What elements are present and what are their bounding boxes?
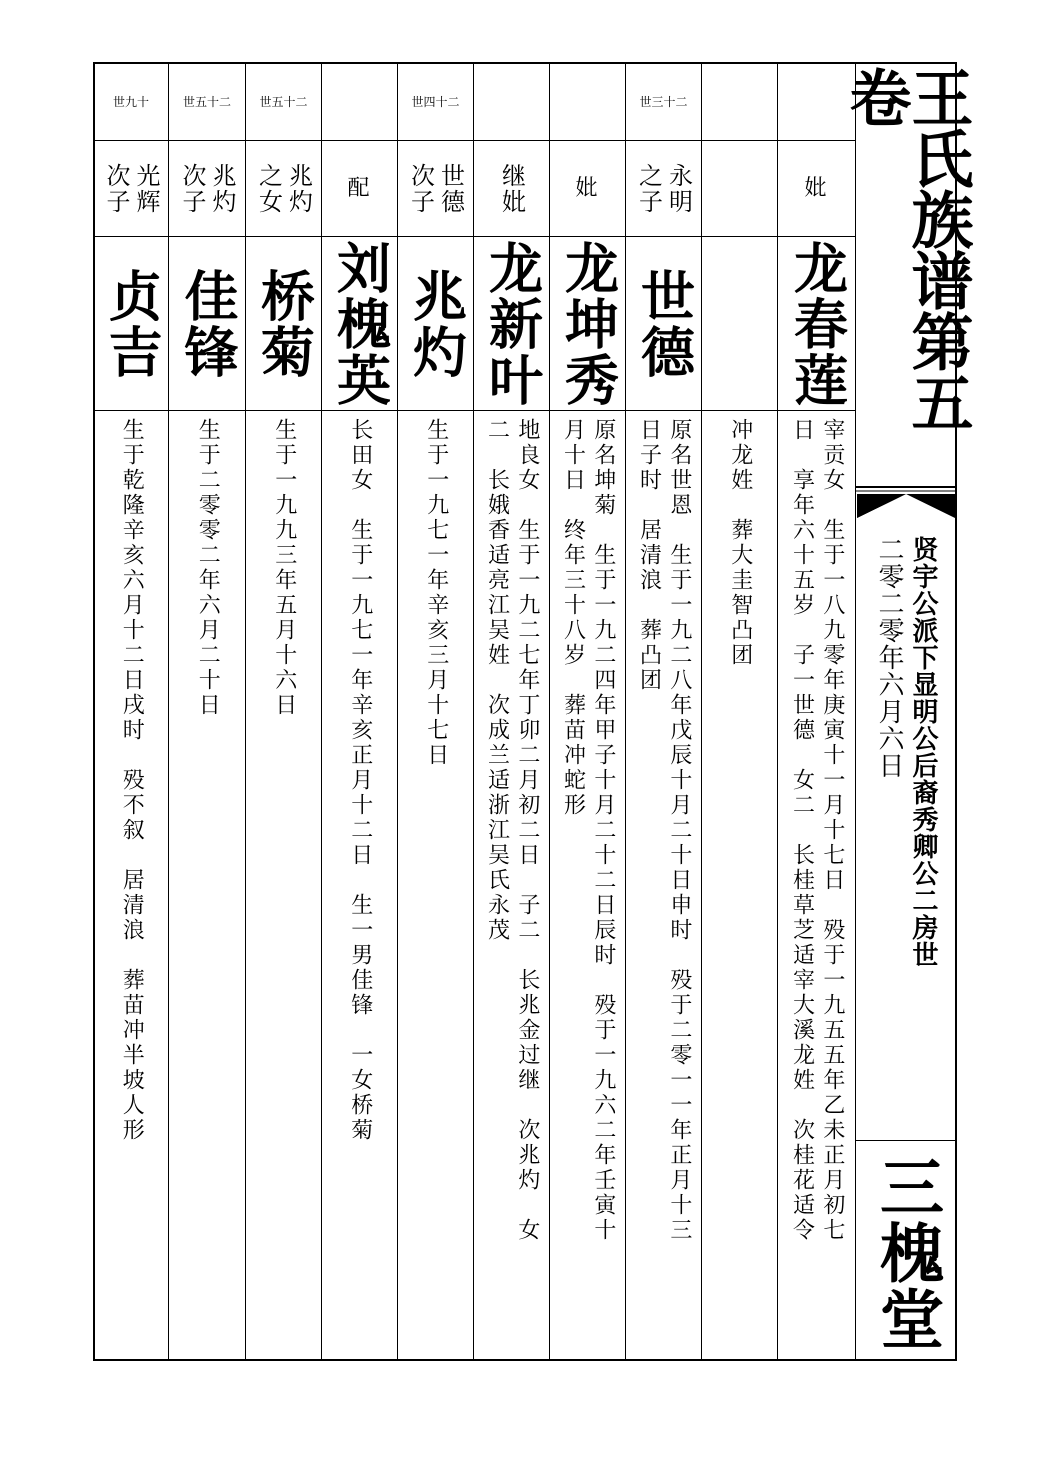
person-name	[246, 238, 321, 410]
book-title-text: 王氏族谱第五卷	[839, 66, 974, 432]
fishtail-ornament	[855, 486, 957, 520]
relation-text: 次子	[406, 163, 435, 215]
relation-label	[474, 142, 549, 236]
biography-line: 二 长娥香适亮江吴姓 次成兰适浙江吴氏永茂	[484, 418, 510, 943]
person-name-text: 贞吉	[100, 268, 163, 380]
relation-label	[322, 142, 397, 236]
biography-line: 日子时 居清浪 葬凸团	[636, 418, 662, 693]
biography-line: 宰贡女 生于一八九零年庚寅十一月十七日 殁于一九五五年乙未正月初七	[819, 418, 845, 1243]
register-column	[626, 62, 701, 1361]
relation-text: 世德	[436, 163, 465, 215]
person-name-text: 佳锋	[176, 268, 239, 380]
book-title	[839, 62, 974, 486]
relation-text: 次子	[178, 163, 206, 215]
person-name	[169, 238, 245, 410]
person-name-text: 龙新叶	[480, 240, 544, 408]
relation-text: 配	[347, 176, 372, 201]
compile-date: 二零二零年六月六日	[874, 536, 904, 779]
title-block	[839, 62, 974, 1361]
register-column	[474, 62, 549, 1361]
generation-label: 世三十二	[639, 94, 688, 109]
relation-text: 永明	[664, 163, 693, 215]
person-name-text: 兆灼	[404, 268, 468, 380]
relation-text: 之女	[254, 163, 283, 215]
biography-line: 地良女 生于一九二七年丁卯二月初二日 子二 长兆金过继 次兆灼 女	[514, 418, 540, 1243]
biography	[778, 412, 855, 1363]
relation-label	[246, 142, 321, 236]
generation-label: 世五十二	[259, 94, 308, 109]
relation-text: 之子	[634, 163, 663, 215]
register-column	[398, 62, 473, 1361]
biography-line: 长田女 生于一九七一年辛亥正月十二日 生一男佳锋 一女桥菊	[347, 418, 373, 1143]
generation-label	[474, 62, 549, 140]
generation-label: 世四十二	[411, 94, 460, 109]
relation-text: 兆灼	[208, 163, 236, 215]
person-name-text: 龙坤秀	[556, 240, 620, 408]
person-name-text: 刘槐英	[328, 240, 392, 408]
biography	[169, 412, 245, 1363]
relation-label	[702, 142, 777, 236]
relation-text: 光辉	[132, 163, 160, 215]
register-column	[702, 62, 777, 1361]
generation-label	[702, 62, 777, 140]
biography	[322, 412, 397, 1363]
register-column	[94, 62, 168, 1361]
person-name	[626, 238, 701, 410]
person-name	[474, 238, 549, 410]
generation-label	[550, 62, 625, 140]
biography-line: 生于二零零二年六月二十日	[195, 418, 221, 718]
biography-line: 原名坤菊 生于一九二四年甲子十月二十二日辰时 殁于一九六二年壬寅十	[590, 418, 616, 1243]
relation-text: 次子	[102, 163, 130, 215]
relation-label	[398, 142, 473, 236]
relation-text: 继妣	[497, 163, 526, 215]
biography-line: 生于一九九三年五月十六日	[271, 418, 297, 718]
biography-line: 日 享年六十五岁 子一世德 女二 长桂草芝适宰大溪龙姓 次桂花适令	[789, 418, 815, 1243]
relation-label	[94, 142, 168, 236]
hall-divider	[855, 1140, 957, 1141]
person-name-text: 龙春莲	[785, 240, 849, 408]
relation-label	[169, 142, 245, 236]
branch-subtitle: 贤宇公派下显明公后裔秀卿公二房世	[908, 536, 938, 968]
biography-line: 生于一九七一年辛亥三月十七日	[423, 418, 449, 768]
person-name	[94, 238, 168, 410]
register-column	[246, 62, 321, 1361]
biography	[702, 412, 777, 1363]
biography-line: 原名世恩 生于一九二八年戊辰十月二十日申时 殁于二零一一年正月十三	[666, 418, 692, 1243]
biography	[246, 412, 321, 1363]
generation-label: 世九十	[112, 94, 149, 109]
relation-text: 妣	[575, 176, 600, 201]
register-column	[550, 62, 625, 1361]
biography	[398, 412, 473, 1363]
register-column	[322, 62, 397, 1361]
biography	[550, 412, 625, 1363]
person-name	[550, 238, 625, 410]
person-name	[702, 238, 777, 410]
relation-text: 兆灼	[284, 163, 313, 215]
person-name-text: 世德	[632, 268, 696, 380]
biography-line: 冲龙姓 葬大圭智凸团	[727, 418, 753, 668]
hall-name-text: 三槐堂	[869, 1153, 943, 1352]
generation-label	[322, 62, 397, 140]
person-name-text: 桥菊	[252, 268, 316, 380]
person-name	[322, 238, 397, 410]
person-name	[398, 238, 473, 410]
subtitle-block	[855, 524, 957, 1142]
biography-line: 生于乾隆辛亥六月十二日戌时 殁不叙 居清浪 葬苗冲半坡人形	[119, 418, 145, 1143]
relation-label	[550, 142, 625, 236]
biography	[626, 412, 701, 1363]
generation-label: 世五十二	[182, 94, 231, 109]
relation-label	[626, 142, 701, 236]
biography	[94, 412, 168, 1363]
relation-text: 妣	[804, 176, 829, 201]
biography	[474, 412, 549, 1363]
register-column	[169, 62, 245, 1361]
biography-line: 月十日 终年三十八岁 葬苗冲蛇形	[560, 418, 586, 818]
hall-name	[855, 1144, 957, 1361]
